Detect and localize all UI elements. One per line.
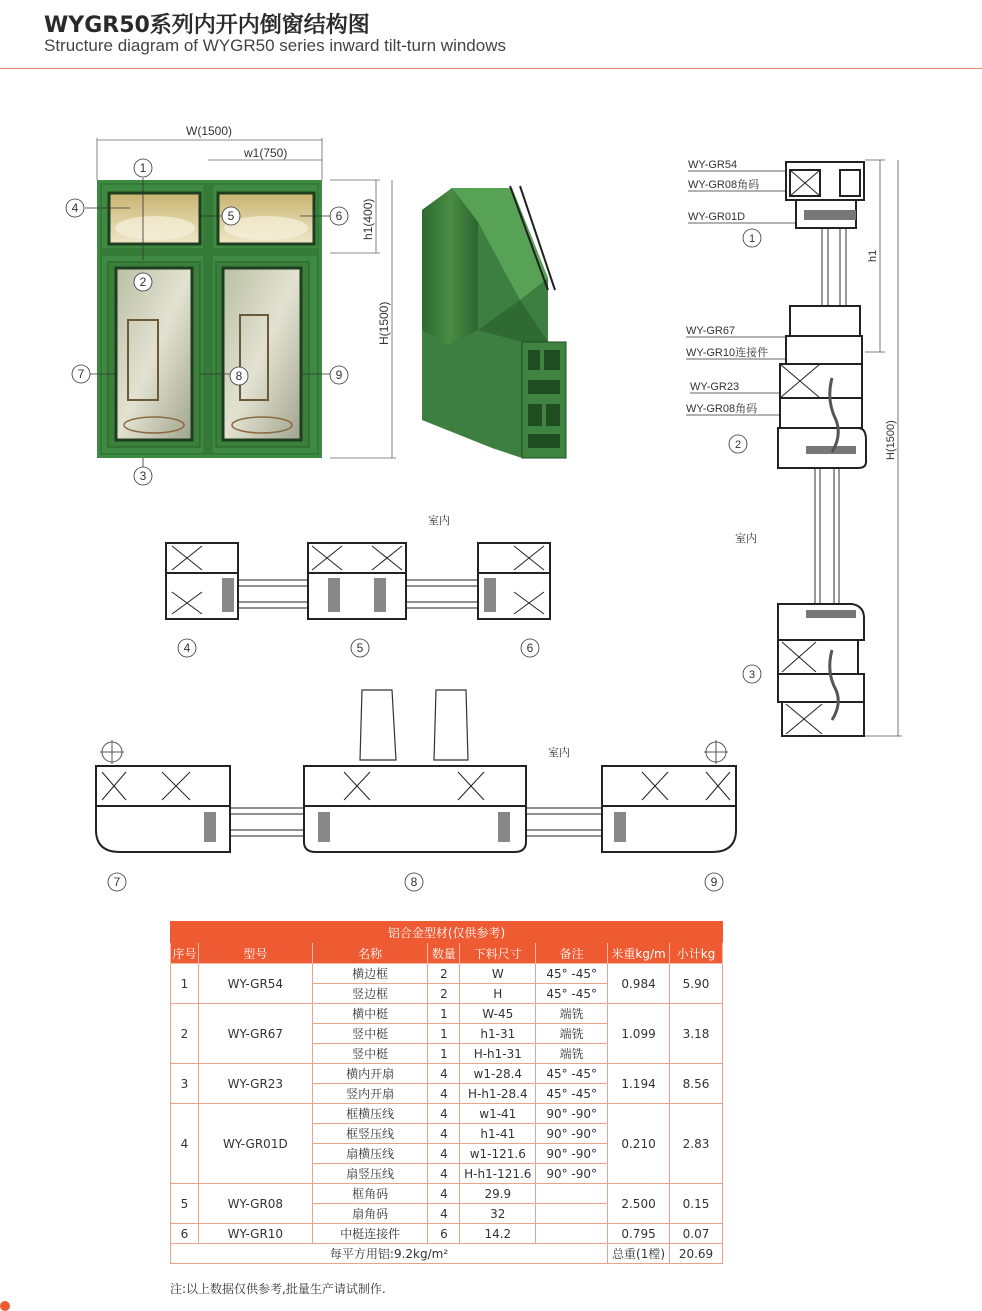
cell-size: 14.2	[460, 1224, 536, 1244]
cell-size: H-h1-28.4	[460, 1084, 536, 1104]
cell-qty: 4	[428, 1204, 460, 1224]
cell-qty: 4	[428, 1184, 460, 1204]
col-no: 序号	[171, 943, 199, 964]
cell-model: WY-GR23	[198, 1064, 312, 1104]
cell-size: W-45	[460, 1004, 536, 1024]
ts-callout-6: 6	[526, 641, 534, 655]
cell-size: 32	[460, 1204, 536, 1224]
table-row	[171, 1224, 723, 1244]
cell-note: 端铣	[536, 1004, 608, 1024]
cell-qty: 4	[428, 1144, 460, 1164]
vs-label-gr08a: WY-GR08角码	[688, 179, 760, 191]
callout-2: 2	[139, 275, 147, 289]
table-row	[171, 1184, 723, 1204]
cell-subtotal: 0.15	[670, 1184, 723, 1224]
callout-9: 9	[335, 368, 343, 382]
cell-name: 竖边框	[312, 984, 428, 1004]
col-note: 备注	[536, 943, 608, 964]
page-corner-dot	[0, 1301, 10, 1311]
vs-label-gr54: WY-GR54	[688, 159, 738, 171]
top-indoor: 室内	[428, 515, 450, 527]
bs-callout-8: 8	[410, 875, 418, 889]
col-name: 名称	[312, 943, 428, 964]
footer-total: 20.69	[670, 1244, 723, 1264]
vs-dim-h1: h1	[867, 249, 879, 262]
dim-H: H(1500)	[377, 301, 391, 345]
cell-note	[536, 1204, 608, 1224]
top-horizontal-section	[166, 513, 550, 657]
cell-qty: 1	[428, 1044, 460, 1064]
cell-model: WY-GR10	[198, 1224, 312, 1244]
vertical-section	[686, 159, 902, 736]
cell-weight: 1.194	[608, 1064, 670, 1104]
vs-dim-H: H(1500)	[885, 420, 897, 460]
cell-subtotal: 3.18	[670, 1004, 723, 1064]
footer-usage: 每平方用铝:9.2kg/m²	[171, 1244, 608, 1264]
vs-indoor: 室内	[735, 533, 757, 545]
cell-name: 横中梃	[312, 1004, 428, 1024]
cell-name: 横边框	[312, 964, 428, 984]
callout-1: 1	[139, 161, 147, 175]
cell-subtotal: 2.83	[670, 1104, 723, 1184]
vs-label-gr01d: WY-GR01D	[688, 211, 746, 223]
col-subtotal: 小计kg	[670, 943, 723, 964]
vs-callout-3: 3	[748, 669, 756, 681]
cell-note	[536, 1224, 608, 1244]
cell-size: 29.9	[460, 1184, 536, 1204]
col-qty: 数量	[428, 943, 460, 964]
cell-note: 45° -45°	[536, 1064, 608, 1084]
cell-model: WY-GR67	[198, 1004, 312, 1064]
cell-name: 框横压线	[312, 1104, 428, 1124]
ts-callout-5: 5	[356, 641, 364, 655]
cell-subtotal: 8.56	[670, 1064, 723, 1104]
cell-qty: 6	[428, 1224, 460, 1244]
cell-size: H-h1-121.6	[460, 1164, 536, 1184]
cell-no: 1	[171, 964, 199, 1004]
cell-name: 竖中梃	[312, 1024, 428, 1044]
cell-qty: 4	[428, 1064, 460, 1084]
cell-weight: 0.210	[608, 1104, 670, 1184]
profile-3d-image	[422, 186, 566, 458]
cell-no: 6	[171, 1224, 199, 1244]
cell-size: w1-121.6	[460, 1144, 536, 1164]
callout-3: 3	[139, 469, 147, 483]
vs-callout-1: 1	[748, 233, 756, 245]
vs-label-gr23: WY-GR23	[690, 381, 740, 393]
cell-qty: 4	[428, 1104, 460, 1124]
cell-note	[536, 1184, 608, 1204]
cell-name: 框竖压线	[312, 1124, 428, 1144]
cell-name: 竖内开扇	[312, 1084, 428, 1104]
bs-callout-9: 9	[710, 875, 718, 889]
col-weight: 米重kg/m	[608, 943, 670, 964]
callout-7: 7	[77, 367, 85, 381]
dim-W: W(1500)	[186, 124, 233, 138]
callout-5: 5	[227, 209, 235, 223]
cell-size: w1-41	[460, 1104, 536, 1124]
cell-size: h1-41	[460, 1124, 536, 1144]
vs-label-gr67: WY-GR67	[686, 325, 736, 337]
cell-name: 竖中梃	[312, 1044, 428, 1064]
cell-note: 90° -90°	[536, 1124, 608, 1144]
cell-subtotal: 0.07	[670, 1224, 723, 1244]
cell-weight: 2.500	[608, 1184, 670, 1224]
materials-table	[170, 921, 723, 1264]
cell-note: 90° -90°	[536, 1164, 608, 1184]
footer-total-label: 总重(1樘)	[608, 1244, 670, 1264]
cell-note: 90° -90°	[536, 1144, 608, 1164]
vs-callout-2: 2	[734, 439, 742, 451]
table-row	[171, 1064, 723, 1084]
cell-qty: 1	[428, 1024, 460, 1044]
callout-8: 8	[235, 369, 243, 383]
footnote: 注:以上数据仅供参考,批量生产请试制作.	[170, 1282, 386, 1296]
cell-name: 框角码	[312, 1184, 428, 1204]
table-row	[171, 1004, 723, 1024]
window-elevation	[66, 124, 396, 485]
cell-note: 45° -45°	[536, 1084, 608, 1104]
cell-name: 横内开扇	[312, 1064, 428, 1084]
cell-note: 端铣	[536, 1024, 608, 1044]
cell-weight: 0.795	[608, 1224, 670, 1244]
cell-name: 扇横压线	[312, 1144, 428, 1164]
table-row	[171, 964, 723, 984]
cell-model: WY-GR01D	[198, 1104, 312, 1184]
cell-qty: 4	[428, 1084, 460, 1104]
cell-size: w1-28.4	[460, 1064, 536, 1084]
cell-subtotal: 5.90	[670, 964, 723, 1004]
cell-size: H	[460, 984, 536, 1004]
cell-weight: 0.984	[608, 964, 670, 1004]
dim-h1: h1(400)	[361, 198, 375, 240]
col-size: 下料尺寸	[460, 943, 536, 964]
cell-name: 中梃连接件	[312, 1224, 428, 1244]
cell-size: h1-31	[460, 1024, 536, 1044]
vs-label-gr08b: WY-GR08角码	[686, 403, 758, 415]
cell-model: WY-GR08	[198, 1184, 312, 1224]
cell-qty: 2	[428, 964, 460, 984]
page-subtitle: Structure diagram of WYGR50 series inward tilt-turn windows	[44, 36, 506, 55]
bs-callout-7: 7	[113, 875, 121, 889]
callout-4: 4	[71, 201, 79, 215]
dim-w1: w1(750)	[244, 146, 288, 160]
cell-note: 45° -45°	[536, 964, 608, 984]
cell-qty: 1	[428, 1004, 460, 1024]
cell-no: 4	[171, 1104, 199, 1184]
table-title: 铝合金型材(仅供参考)	[171, 922, 723, 943]
cell-qty: 2	[428, 984, 460, 1004]
cell-no: 2	[171, 1004, 199, 1064]
page-title: WYGR50系列内开内倒窗结构图	[44, 13, 370, 38]
bs-indoor: 室内	[548, 747, 570, 759]
bottom-horizontal-section	[96, 690, 736, 891]
cell-weight: 1.099	[608, 1004, 670, 1064]
cell-note: 端铣	[536, 1044, 608, 1064]
table-row	[171, 1104, 723, 1124]
vs-label-gr10: WY-GR10连接件	[686, 347, 769, 359]
cell-note: 90° -90°	[536, 1104, 608, 1124]
cell-note: 45° -45°	[536, 984, 608, 1004]
col-model: 型号	[198, 943, 312, 964]
cell-qty: 4	[428, 1124, 460, 1144]
ts-callout-4: 4	[183, 641, 191, 655]
cell-qty: 4	[428, 1164, 460, 1184]
cell-no: 5	[171, 1184, 199, 1224]
materials-table-wrapper	[170, 921, 723, 1264]
cell-no: 3	[171, 1064, 199, 1104]
cell-size: W	[460, 964, 536, 984]
cell-name: 扇角码	[312, 1204, 428, 1224]
cell-size: H-h1-31	[460, 1044, 536, 1064]
callout-6: 6	[335, 209, 343, 223]
cell-name: 扇竖压线	[312, 1164, 428, 1184]
cell-model: WY-GR54	[198, 964, 312, 1004]
